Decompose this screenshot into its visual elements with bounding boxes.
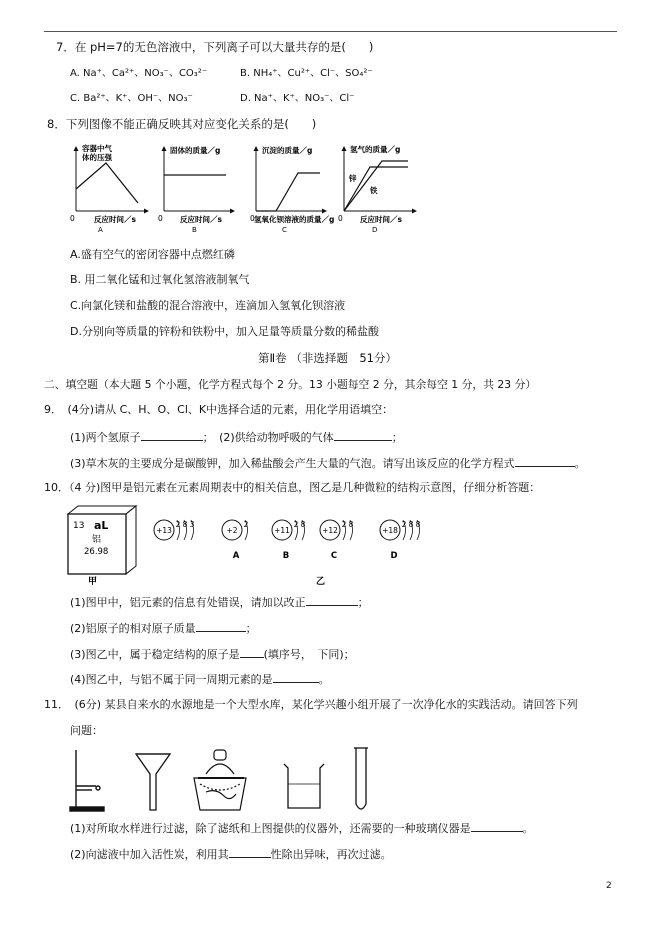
graph-a-xlabel: 反应时间／s: [94, 215, 136, 224]
q11-part2-end: 性除出异味，再次过滤。: [270, 848, 392, 861]
q10-subquestion-2: [70, 620, 257, 636]
q9-part2-end: ；: [391, 431, 403, 444]
q8-option-a: A.盛有空气的密闭容器中点燃红磷: [70, 248, 235, 261]
graph-c-curve: [256, 173, 320, 211]
graph-b-ylabel: 固体的质量／g: [170, 146, 221, 155]
q9-part3-end: 。: [574, 457, 586, 470]
q11-stem-continued: 问题：: [70, 724, 103, 737]
atom-diagram-d: [380, 520, 421, 561]
header-rule: [44, 31, 617, 32]
q10-part3-text: (3)图乙中，属于稳定结构的原子是: [70, 648, 240, 661]
electron-count: 2: [175, 520, 181, 529]
q9-stem: 9． (4分)请从 C、H、O、Cl、K中选择合适的元素，用化学用语填空：: [44, 403, 394, 416]
q7-option-b: B. NH₄⁺、Cu²⁺、Cl⁻、SO₄²⁻: [240, 68, 373, 79]
q9-part3-text: (3)草木灰的主要成分是碳酸钾，加入稀盐酸会产生大量的气泡。请写出该反应的化学方程式: [70, 457, 515, 470]
graph-a-curve: [76, 163, 138, 203]
q8-option-b: B. 用二氧化锰和过氧化氢溶液制氧气: [70, 273, 250, 286]
graph-c-letter: C: [282, 226, 287, 234]
beaker: [284, 764, 324, 808]
electron-count: 2: [293, 520, 299, 529]
q10-subquestion-3: [70, 646, 355, 662]
atom-diagram-c: [320, 520, 354, 561]
atom-nuclear-charge: +12: [322, 526, 338, 535]
graph-a: [70, 143, 148, 234]
electron-count: 2: [401, 520, 407, 529]
q9-answer-blank-1[interactable]: [141, 429, 203, 441]
q11-part2-text: (2)向滤液中加入活性炭，利用其: [70, 848, 229, 861]
atom-letter: B: [282, 551, 290, 561]
q9-answer-blank-3[interactable]: [515, 455, 575, 467]
q10-subquestion-4: [70, 671, 330, 687]
atom-nuclear-charge: +2: [226, 526, 238, 535]
electron-count: 8: [300, 520, 306, 529]
q9-part2-text: ； (2)供给动物呼吸的气体: [202, 431, 334, 444]
atom-nuclear-charge: +11: [274, 526, 290, 535]
graph-d: [338, 144, 416, 234]
element-symbol: aL: [94, 519, 109, 532]
section2-heading: 二、填空题（本大题 5 个小题，化学方程式每个 2 分。13 小题每空 2 分，其余每空 1 分，共 23 分）: [44, 378, 537, 391]
graph-c-origin: 0: [250, 214, 255, 223]
q11-subquestion-2: [70, 846, 392, 862]
q10-part2-end: ；: [245, 622, 257, 635]
alcohol-lamp: [194, 750, 246, 810]
q10-part2-text: (2)铝原子的相对原子质量: [70, 622, 196, 635]
q7-option-c: C. Ba²⁺、K⁺、OH⁻、NO₃⁻: [70, 93, 193, 104]
electron-count: 2: [243, 520, 249, 529]
lab-apparatus: [66, 744, 386, 816]
q8-graphs: [68, 141, 428, 239]
q10-stem: 10．（4 分)图甲是铝元素在元素周期表中的相关信息，图乙是几种微粒的结构示意图，仔细分析答题：: [44, 481, 541, 494]
electron-count: 8: [408, 520, 414, 529]
graph-a-ylabel-2: 体的压强: [82, 153, 112, 162]
q10-part1-end: ；: [357, 596, 369, 609]
q7-stem: 7．在 pH=7的无色溶液中，下列离子可以大量共存的是( ): [56, 40, 374, 54]
q7-option-a: A. Na⁺、Ca²⁺、NO₃⁻、CO₃²⁻: [70, 68, 208, 79]
q9-part1-text: (1)两个氢原子: [70, 431, 141, 444]
graph-d-label-zinc: 锌: [349, 174, 357, 183]
q10-subquestion-1: [70, 594, 369, 610]
q9-subquestion-3: [70, 455, 586, 471]
page-number: 2: [606, 881, 612, 891]
atom-nuclear-charge: +18: [382, 526, 398, 535]
electron-count: 2: [341, 520, 347, 529]
q10-answer-blank-3[interactable]: [240, 646, 264, 658]
graph-c-xlabel: 氢氧化钡溶液的质量／g: [254, 215, 335, 224]
graph-a-ylabel-1: 容器中气: [82, 144, 112, 153]
graph-d-label-iron: 铁: [370, 186, 378, 195]
q11-answer-blank-1[interactable]: [471, 820, 523, 832]
electron-count: 8: [182, 520, 188, 529]
graph-d-letter: D: [372, 226, 378, 234]
aluminum-element-cell: [68, 506, 136, 586]
q9-answer-blank-2[interactable]: [334, 429, 392, 441]
q10-figures: [64, 504, 444, 586]
funnel: [136, 754, 170, 810]
electron-count: 8: [348, 520, 354, 529]
q10-part4-end: 。: [318, 673, 330, 686]
electron-count: 8: [415, 520, 421, 529]
q7-option-d: D. Na⁺、K⁺、NO₃⁻、Cl⁻: [240, 93, 355, 104]
q10-part1-text: (1)图甲中，铝元素的信息有处错误，请加以改正: [70, 596, 306, 609]
section2-title: 第Ⅱ卷 （非选择题 51分）: [258, 351, 397, 365]
electron-count: 3: [189, 520, 195, 529]
graph-b-xlabel: 反应时间／s: [180, 215, 222, 224]
graph-c-ylabel: 沉淀的质量／g: [262, 146, 313, 155]
iron-stand: [70, 750, 104, 811]
q11-part1-text: (1)对所取水样进行过滤，除了滤纸和上图提供的仪器外，还需要的一种玻璃仪器是: [70, 822, 471, 835]
atom-structure-diagrams: [154, 520, 421, 561]
graph-d-origin: 0: [338, 214, 343, 223]
q11-stem: 11． (6分) 某县自来水的水源地是一个大型水库，某化学兴趣小组开展了一次净化水的实践活动。请回答下列: [44, 698, 578, 711]
atom-diagram-b: [272, 520, 306, 561]
figure-label-jia: 甲: [88, 577, 98, 586]
q11-subquestion-1: [70, 820, 534, 836]
graph-a-origin: 0: [70, 214, 75, 223]
q10-part3-end: (填序号， 下同)；: [263, 648, 355, 661]
atom-diagram-a: [222, 520, 249, 561]
graph-b: [158, 145, 234, 234]
q10-part4-text: (4)图乙中，与铝不属于同一周期元素的是: [70, 673, 273, 686]
q9-subquestions-1-2: [70, 429, 403, 445]
graph-d-ylabel: 氢气的质量／g: [350, 145, 401, 154]
atom-letter: D: [390, 551, 398, 561]
figure-label-yi: 乙: [316, 577, 326, 586]
graph-b-origin: 0: [158, 214, 163, 223]
graph-b-letter: B: [192, 226, 197, 234]
q10-answer-blank-4[interactable]: [273, 671, 319, 683]
q10-answer-blank-1[interactable]: [306, 594, 358, 606]
q8-stem: 8．下列图像不能正确反映其对应变化关系的是( ): [47, 117, 317, 131]
q11-answer-blank-2[interactable]: [229, 846, 271, 858]
graph-a-letter: A: [98, 226, 103, 234]
element-name: 铝: [92, 535, 102, 545]
q10-answer-blank-2[interactable]: [196, 620, 246, 632]
q11-part1-end: 。: [522, 822, 534, 835]
atom-letter: A: [232, 551, 240, 561]
test-tube: [354, 748, 368, 809]
atom-diagram-aluminum: [154, 520, 195, 540]
element-mass: 26.98: [84, 547, 109, 557]
atom-letter: C: [330, 551, 338, 561]
q8-option-c: C.向氯化镁和盐酸的混合溶液中，连滴加入氢氧化钡溶液: [70, 299, 346, 312]
q8-option-d: D.分别向等质量的锌粉和铁粉中，加入足量等质量分数的稀盐酸: [70, 325, 379, 338]
element-atomic-number: 13: [73, 521, 85, 531]
graph-d-xlabel: 反应时间／s: [360, 215, 402, 224]
atom-nuclear-charge: +13: [156, 526, 172, 535]
graph-c: [250, 145, 334, 234]
